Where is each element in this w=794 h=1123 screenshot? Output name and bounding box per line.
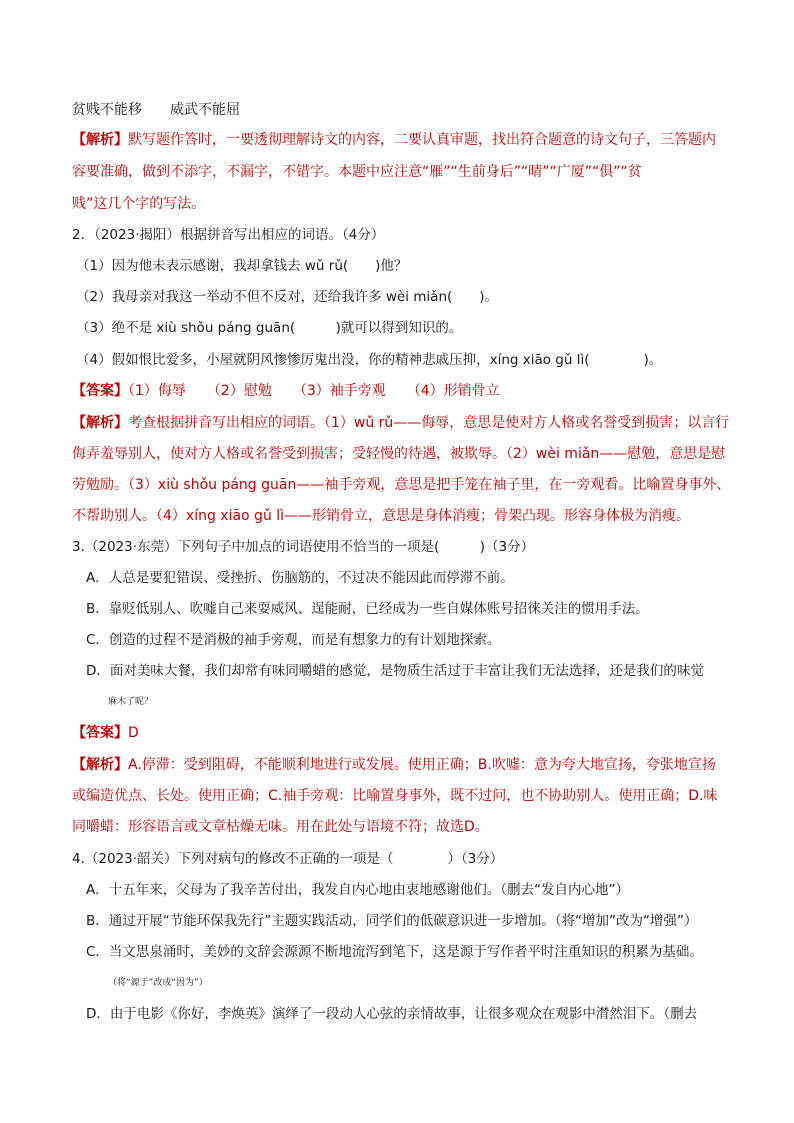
- option-item: B．通过开展“节能环保我先行”主题实践活动，同学们的低碳意识进一步增加。（将“增加”改为“增强”）: [86, 913, 698, 929]
- analysis-line: 【解析】A.停滞：受到阻碍，不能顺利地进行或发展。使用正确；B.吹嘘：意为夸大地宣扬，夸张地宣扬: [72, 757, 716, 773]
- option-item: B．靠贬低别人、吹嘘自己来耍威风、逞能耐，已经成为一些自媒体账号招徕关注的惯用手法。: [86, 601, 649, 617]
- option-item: C．当文思泉涌时，美妙的文辞会源源不断地流泻到笔下，这是源于写作者平时注重知识的积累为基础。: [86, 944, 703, 960]
- question-stem: 3.（2023·东莞）下列句子中加点的词语使用不恰当的一项是( )（3分）: [72, 539, 535, 555]
- question-item: （1）因为他未表示感谢，我却拿钱去 wǔ rǔ( )他？: [76, 258, 408, 274]
- question-item: （4）假如恨比爱多，小屋就阴风惨惨厉鬼出没，你的精神悲戚压抑，xíng xiāo gǔ lì( )。: [76, 352, 663, 368]
- option-item: A．人总是要犯错误、受挫折、伤脑筋的，不过决不能因此而停滞不前。: [86, 570, 514, 586]
- analysis-line: 容要准确，做到不添字，不漏字，不错字。本题中应注意“雁”“生前身后”“晴”“广厦”“俱”“贫: [72, 164, 642, 180]
- analysis-line: 劳勉励。（3）xiù shǒu páng guān——袖手旁观，意思是把手笼在袖子里，在一旁观看。比喻置身事外、: [72, 477, 731, 493]
- question-stem: 2．（2023·揭阳）根据拼音写出相应的词语。（4分）: [72, 227, 385, 243]
- option-item: D．面对美味大餐，我们却常有味同嚼蜡的感觉，是物质生活过于丰富让我们无法选择，还是我们的味觉: [86, 663, 704, 679]
- answer-line: 【答案】（1）侮辱 （2）慰勉 （3）袖手旁观 （4）形销骨立: [72, 383, 500, 399]
- analysis-line: 侮弄羞辱别人，使对方人格或名誉受到损害；受轻慢的待遇，被欺辱。（2）wèi miǎn——慰勉，意思是慰: [72, 446, 726, 462]
- option-item: （将“源于”改成“因为”）: [108, 978, 208, 988]
- answer-line: 贫贱不能移 威武不能屈: [72, 102, 240, 118]
- analysis-line: 贱”这几个字的写法。: [72, 196, 206, 212]
- analysis-line: 不帮助别人。（4）xíng xiāo gǔ lì——形销骨立，意思是身体消瘦；骨架凸现。形容身体极为消瘦。: [72, 508, 691, 524]
- option-item: 麻木了呢？: [108, 697, 154, 707]
- option-item: D．由于电影《你好，李焕英》演绎了一段动人心弦的亲情故事，让很多观众在观影中潸然泪下。（删去: [86, 1006, 698, 1022]
- analysis-line: 同嚼蜡：形容语言或文章枯燥无味。用在此处与语境不符；故选D。: [72, 819, 489, 835]
- analysis-line: 【解析】考查根据拼音写出相应的词语。（1）wǔ rǔ——侮辱，意思是使对方人格或名誉受到损害；以言行: [72, 415, 730, 431]
- answer-line: 【答案】D: [72, 725, 139, 741]
- analysis-line: 【解析】默写题作答时，一要透彻理解诗文的内容，二要认真审题，找出符合题意的诗文句子，三答题内: [72, 132, 716, 148]
- question-item: （3）绝不是 xiù shǒu páng guān( )就可以得到知识的。: [76, 320, 463, 336]
- question-stem: 4.（2023·韶关）下列对病句的修改不正确的一项是（ ）（3分）: [72, 851, 504, 867]
- option-item: C．创造的过程不是消极的袖手旁观，而是有想象力的有计划地探索。: [86, 632, 501, 648]
- question-item: （2）我母亲对我这一举动不但不反对，还给我许多 wèi miǎn( )。: [76, 289, 499, 305]
- analysis-line: 或编造优点、长处。使用正确；C.袖手旁观：比喻置身事外，既不过问，也不协助别人。使用正确；D.味: [72, 788, 718, 804]
- option-item: A．十五年来，父母为了我辛苦付出，我发自内心地由衷地感谢他们。（删去“发自内心地”）: [86, 882, 629, 898]
